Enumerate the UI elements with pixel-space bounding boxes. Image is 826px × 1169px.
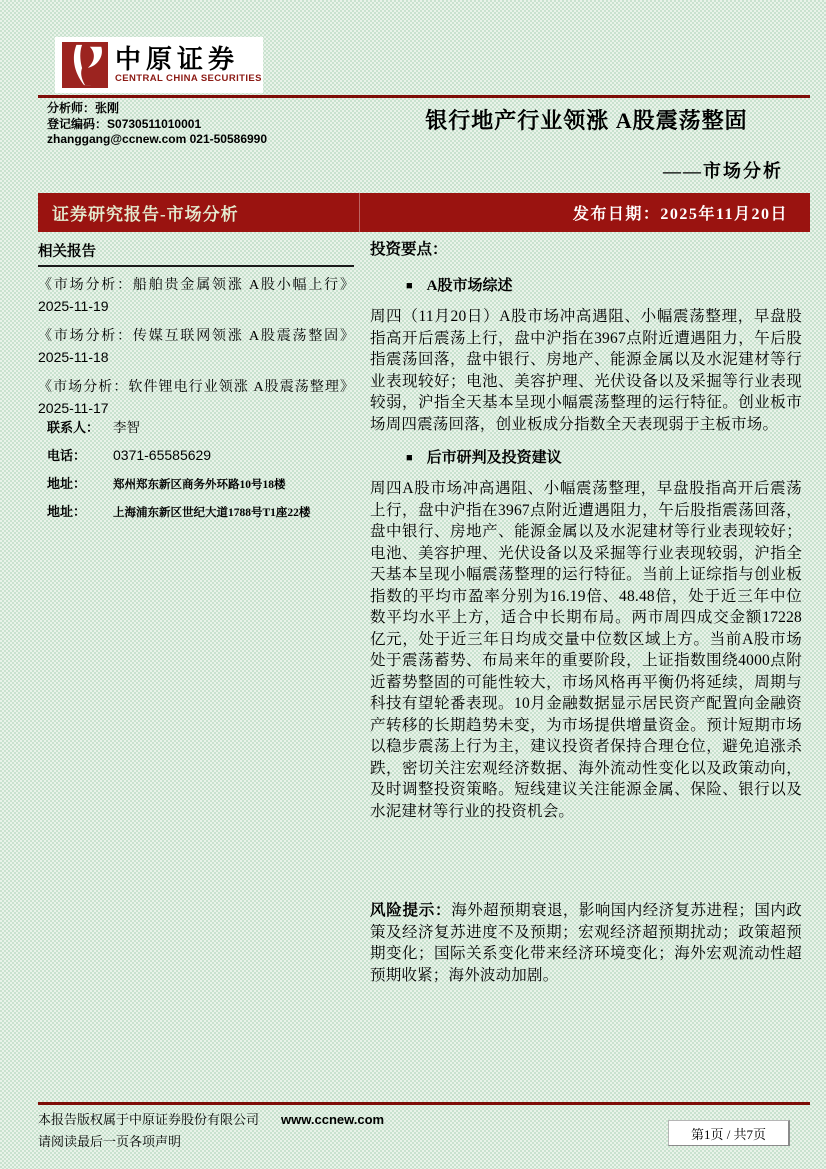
analyst-label: 分析师： [47, 101, 96, 115]
reg-code: S0730511010001 [107, 116, 202, 131]
analyst-name: 张刚 [95, 101, 120, 115]
footer-text [38, 1109, 384, 1153]
page-number-box: 第1页 / 共7页 [668, 1120, 790, 1146]
related-report-item [38, 275, 354, 318]
website-text: www.ccnew.com [281, 1112, 385, 1127]
contact-row [47, 501, 363, 520]
footer-divider-line [38, 1102, 810, 1105]
main-content [370, 240, 802, 986]
logo-name-cn: 中原证券 [115, 44, 240, 74]
related-reports [38, 240, 354, 420]
registration-line [47, 117, 267, 133]
bullet-square-icon: ■ [406, 280, 413, 292]
contact-value: 0371-65585629 [113, 447, 212, 463]
report-title: 《市场分析：传媒互联网领涨 A股震荡整固》 [38, 329, 354, 344]
category-banner [38, 193, 810, 232]
company-logo [55, 37, 263, 93]
contact-label: 地址： [47, 476, 87, 491]
analyst-line [47, 101, 267, 117]
contact-value: 郑州郑东新区商务外环路10号18楼 [113, 479, 286, 491]
contact-value: 上海浦东新区世纪大道1788号T1座22楼 [113, 507, 311, 519]
section-heading-text: A股市场综述 [426, 278, 513, 294]
market-overview-paragraph: 周四（11月20日）A股市场冲高遇阻、小幅震荡整理，早盘股指高开后震荡上行，盘中沪指在3967点附近遭遇阻力，午后股指震荡回落，盘中银行、房地产、能源金属以及水泥建材等行业表现较好；电池、美容护理、光伏设备以及采掘等行业表现较弱，沪指全天基本呈现小幅震荡整理的运行特征。创业板市场周四震荡回落，创业板成分指数全天表现弱于主板市场。 [370, 308, 802, 433]
logo-name-en: CENTRAL CHINA SECURITIES [115, 73, 262, 85]
contact-row [47, 445, 363, 464]
related-reports-title: 相关报告 [38, 240, 354, 267]
risk-warning-label: 风险提示： [370, 902, 452, 919]
outlook-advice-paragraph: 周四A股市场冲高遇阻、小幅震荡整理，早盘股指高开后震荡上行，盘中沪指在3967点附近遭遇阻力，午后股指震荡回落，盘中银行、房地产、能源金属以及水泥建材等行业表现较好；电池、美容护理、光伏设备以及采掘等行业表现较弱，沪指全天基本呈现小幅震荡整理的运行特征。当前上证综指与创业板指数的平均市盈率分别为16.19倍、48.48倍，处于近三年中位数平均水平上方，适合中长期布局。两市周四成交金额17228亿元，处于近三年日均成交量中位数区域上方。当前A股市场处于震荡蓄势、布局来年的重要阶段，上证指数围绕4000点附近蓄势整固的可能性较大，市场风格再平衡仍将延续，周期与科技有望轮番表现。10月金融数据显示居民资产配置向金融资产转移的长期趋势未变，为市场提供增量资金。预计短期市场以稳步震荡上行为主，建议投资者保持合理仓位，避免追涨杀跌，密切关注宏观经济数据、海外流动性变化以及政策动向，及时调整投资策略。短线建议关注能源金属、保险、银行以及水泥建材等行业的投资机会。 [370, 480, 802, 820]
footer-notice-line: 请阅读最后一页各项声明 [38, 1134, 182, 1149]
section-heading-outlook-advice [406, 448, 802, 468]
report-subtitle: ——市场分析 [663, 161, 783, 181]
section-heading-market-overview [406, 276, 802, 296]
related-report-item [38, 326, 354, 369]
report-date: 2025-11-17 [38, 400, 109, 416]
contact-row [47, 473, 363, 492]
email-phone-line: zhanggang@ccnew.com 021-50586990 [47, 132, 268, 146]
brand-brush-icon [62, 42, 108, 88]
contact-value: 李智 [113, 420, 140, 435]
contact-label: 联系人： [47, 420, 100, 435]
copyright-text: 本报告版权属于中原证券股份有限公司 [38, 1112, 260, 1127]
footer-copyright-line [38, 1109, 384, 1131]
investment-highlights-title: 投资要点： [370, 241, 448, 258]
logo-text [115, 46, 262, 84]
contact-label: 电话： [47, 448, 87, 463]
report-title: 《市场分析：船舶贵金属领涨 A股小幅上行》 [38, 278, 354, 293]
report-date: 2025-11-19 [38, 298, 109, 314]
report-title: 《市场分析：软件锂电行业领涨 A股震荡整理》 [38, 380, 354, 395]
risk-warning-paragraph [370, 900, 802, 986]
contact-label: 地址： [47, 504, 87, 519]
related-report-item [38, 377, 354, 420]
section-heading-text: 后市研判及投资建议 [426, 450, 562, 466]
bullet-square-icon: ■ [406, 452, 413, 464]
reg-label: 登记编码： [47, 116, 108, 131]
analyst-info [47, 101, 267, 148]
banner-publish-date: 发布日期：2025年11月20日 [572, 206, 788, 223]
header-divider-line [38, 95, 810, 98]
contact-row [47, 416, 363, 436]
banner-category: 证券研究报告-市场分析 [38, 193, 360, 232]
report-title: 银行地产行业领涨 A股震荡整固 [425, 108, 748, 133]
contact-info [47, 416, 363, 529]
report-date: 2025-11-18 [38, 349, 109, 365]
risk-warning-text: 海外超预期衰退，影响国内经济复苏进程；国内政策及经济复苏进度不及预期；宏观经济超预期扰动；政策超预期变化；国际关系变化带来经济环境变化；海外宏观流动性超预期收紧；海外波动加剧。 [370, 902, 802, 984]
